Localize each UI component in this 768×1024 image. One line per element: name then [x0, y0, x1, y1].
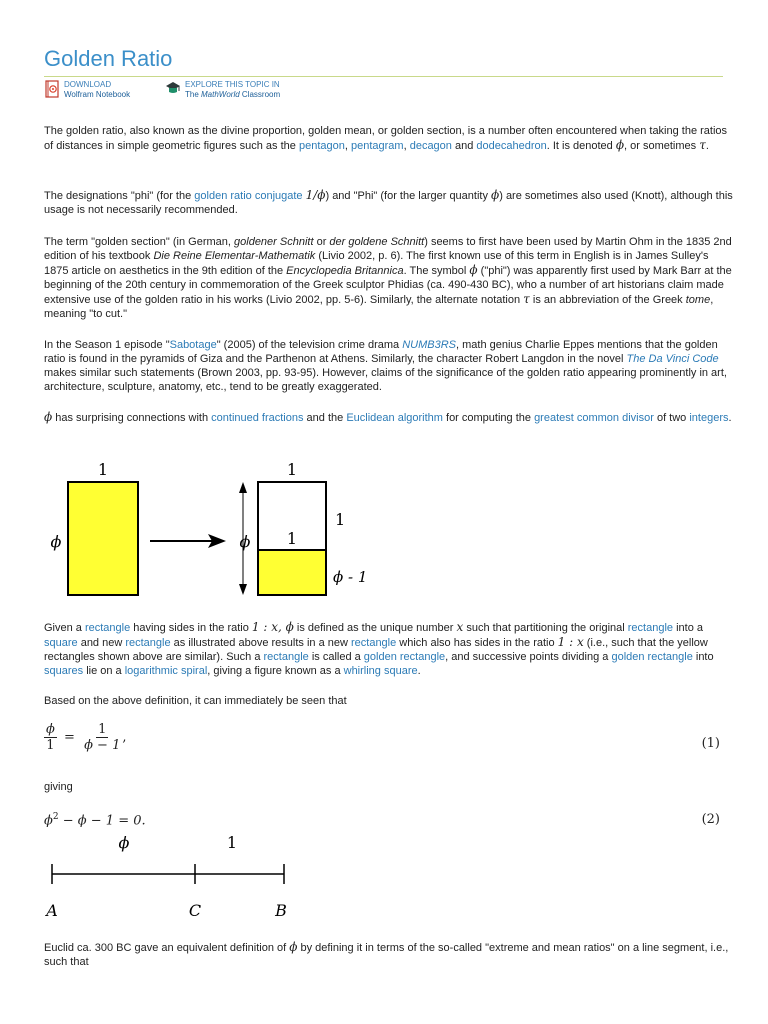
link-golden-rectangle[interactable]: golden rectangle	[611, 651, 693, 663]
link-whirling-square[interactable]: whirling square	[343, 665, 418, 677]
height-arrowhead-up	[239, 482, 247, 493]
point-c-label: C	[188, 901, 202, 920]
paragraph-definition: The golden ratio, also known as the divine proportion, golden mean, or golden section, is a number often encountered when taking the ratios of distances in simple geometric figures such as the pentagon, pentagram, decagon and dodecahedron. It is denoted ϕ, or sometimes τ.	[44, 125, 728, 152]
link-dodecahedron[interactable]: dodecahedron	[476, 140, 547, 152]
link-rectangle[interactable]: rectangle	[263, 651, 309, 663]
right-yellow-rectangle	[258, 550, 326, 595]
segment-label-1: 1	[226, 833, 238, 852]
explore-label: EXPLORE THIS TOPIC IN	[185, 80, 280, 89]
right-edge-label-1: 1	[335, 510, 346, 529]
link-squares[interactable]: squares	[44, 665, 84, 677]
equation-1-number: (1)	[701, 736, 720, 751]
paragraph-giving: giving	[44, 781, 73, 793]
link-integers[interactable]: integers	[689, 412, 729, 424]
title-divider	[44, 76, 723, 77]
height-arrowhead-down	[239, 584, 247, 595]
point-b-label: B	[275, 901, 287, 920]
graduation-cap-icon	[165, 80, 181, 96]
link-rectangle[interactable]: rectangle	[627, 622, 674, 634]
link-da-vinci-code[interactable]: The Da Vinci Code	[626, 353, 719, 365]
left-yellow-rectangle	[68, 482, 138, 595]
link-pentagon[interactable]: pentagon	[298, 140, 345, 152]
classroom-label: The MathWorld Classroom	[185, 90, 281, 99]
page-title: Golden Ratio	[44, 46, 173, 71]
paragraph-euclid: Euclid ca. 300 BC gave an equivalent definition of ϕ by defining it in terms of the so-called "extreme and mean ratios" on a line segment, i.e., such that	[44, 940, 729, 968]
link-rectangle[interactable]: rectangle	[125, 637, 171, 649]
wolfram-notebook-label: Wolfram Notebook	[64, 90, 131, 99]
right-side-label: ϕ	[239, 532, 251, 551]
paragraph-connections: ϕ has surprising connections with continued fractions and the Euclidean algorithm for computing the greatest common divisor of two integers.	[44, 410, 732, 424]
golden-rectangle-figure	[40, 455, 380, 605]
equation-2-number: (2)	[701, 812, 720, 827]
link-sabotage[interactable]: Sabotage	[169, 339, 217, 351]
right-top-label: 1	[286, 460, 298, 479]
link-rectangle[interactable]: rectangle	[84, 622, 131, 634]
link-decagon[interactable]: decagon	[409, 140, 452, 152]
equation-2: $\phi^2 - \phi - 1 = 0$.	[44, 812, 146, 829]
link-square[interactable]: square	[44, 637, 78, 649]
paragraph-history: The term "golden section" (in German, goldener Schnitt or der goldene Schnitt) seems to first have been used by Martin Ohm in the 1835 2nd edition of his textbook Die Reine Elementar-Mathematik (Livio 2002, p. 6). The first known use of this term in English is in James Sulley's 1875 article on aesthetics in the 9th edition of the Encyclopedia Britannica. The symbol ϕ ("phi") was apparently first used by Mark Barr at the beginning of the 20th century in commemoration of the Greek sculptor Phidias (ca. 490-430 BC), who a number of art historians claim made extensive use of the golden ratio in his works (Livio 2002, pp. 5-6). Similarly, the alternate notation τ is an abbreviation of the Greek tome, meaning "to cut."	[44, 236, 732, 320]
download-label: DOWNLOAD	[64, 80, 112, 89]
download-notebook-link[interactable]	[44, 80, 130, 100]
link-continued-fractions[interactable]: continued fractions	[211, 412, 304, 424]
left-top-label: 1	[97, 460, 109, 479]
line-segment-figure	[40, 828, 300, 928]
right-edge-label-phi-minus-1: ϕ - 1	[333, 568, 368, 586]
link-rectangle[interactable]: rectangle	[350, 637, 397, 649]
paragraph-definition-lead: Based on the above definition, it can immediately be seen that	[44, 695, 347, 707]
mathworld-classroom-link[interactable]	[165, 80, 280, 100]
link-pentagram[interactable]: pentagram	[350, 140, 404, 152]
segment-label-phi: ϕ	[118, 833, 130, 852]
notebook-icon	[44, 80, 60, 98]
paragraph-designations: The designations "phi" (for the golden ratio conjugate 1/ϕ) and "Phi" (for the larger quantity ϕ) are sometimes also used (Knott), although this usage is not necessarily recommended.	[44, 188, 733, 216]
link-logarithmic-spiral[interactable]: logarithmic spiral	[124, 665, 208, 677]
link-numb3rs[interactable]: NUMB3RS	[402, 339, 457, 351]
link-greatest-common-divisor[interactable]: greatest common divisor	[534, 412, 654, 424]
link-euclidean-algorithm[interactable]: Euclidean algorithm	[346, 412, 443, 424]
left-side-label: ϕ	[50, 532, 62, 551]
paragraph-popular-culture: In the Season 1 episode "Sabotage" (2005) of the television crime drama NUMB3RS, math genius Charlie Eppes mentions that the golden ratio is found in the pyramids of Giza and the Parthenon at Athens. Similarly, the character Robert Langdon in the novel The Da Vinci Code makes similar such statements (Brown 2003, pp. 93-95). However, claims of the significance of the golden ratio appearing prominently in art, architecture, sculpture, anatomy, etc., tend to be greatly exaggerated.	[44, 339, 727, 393]
link-golden-ratio-conjugate[interactable]: golden ratio conjugate	[194, 190, 303, 202]
point-a-label: A	[46, 901, 58, 920]
right-mid-label: 1	[286, 529, 298, 548]
paragraph-golden-rectangle: Given a rectangle having sides in the ratio 1 : x, ϕ is defined as the unique number x such that partitioning the original rectangle into a square and new rectangle as illustrated above results in a new rectangle which also has sides in the ratio 1 : x (i.e., such that the yellow rectangles shown above are similar). Such a rectangle is called a golden rectangle, and successive points dividing a golden rectangle into squares lie on a logarithmic spiral, giving a figure known as a whirling square.	[44, 620, 714, 677]
equation-1: $\frac{\phi}{1}$ = $\frac{1}{\phi - 1}$ ,	[46, 722, 127, 753]
link-golden-rectangle[interactable]: golden rectangle	[363, 651, 446, 663]
